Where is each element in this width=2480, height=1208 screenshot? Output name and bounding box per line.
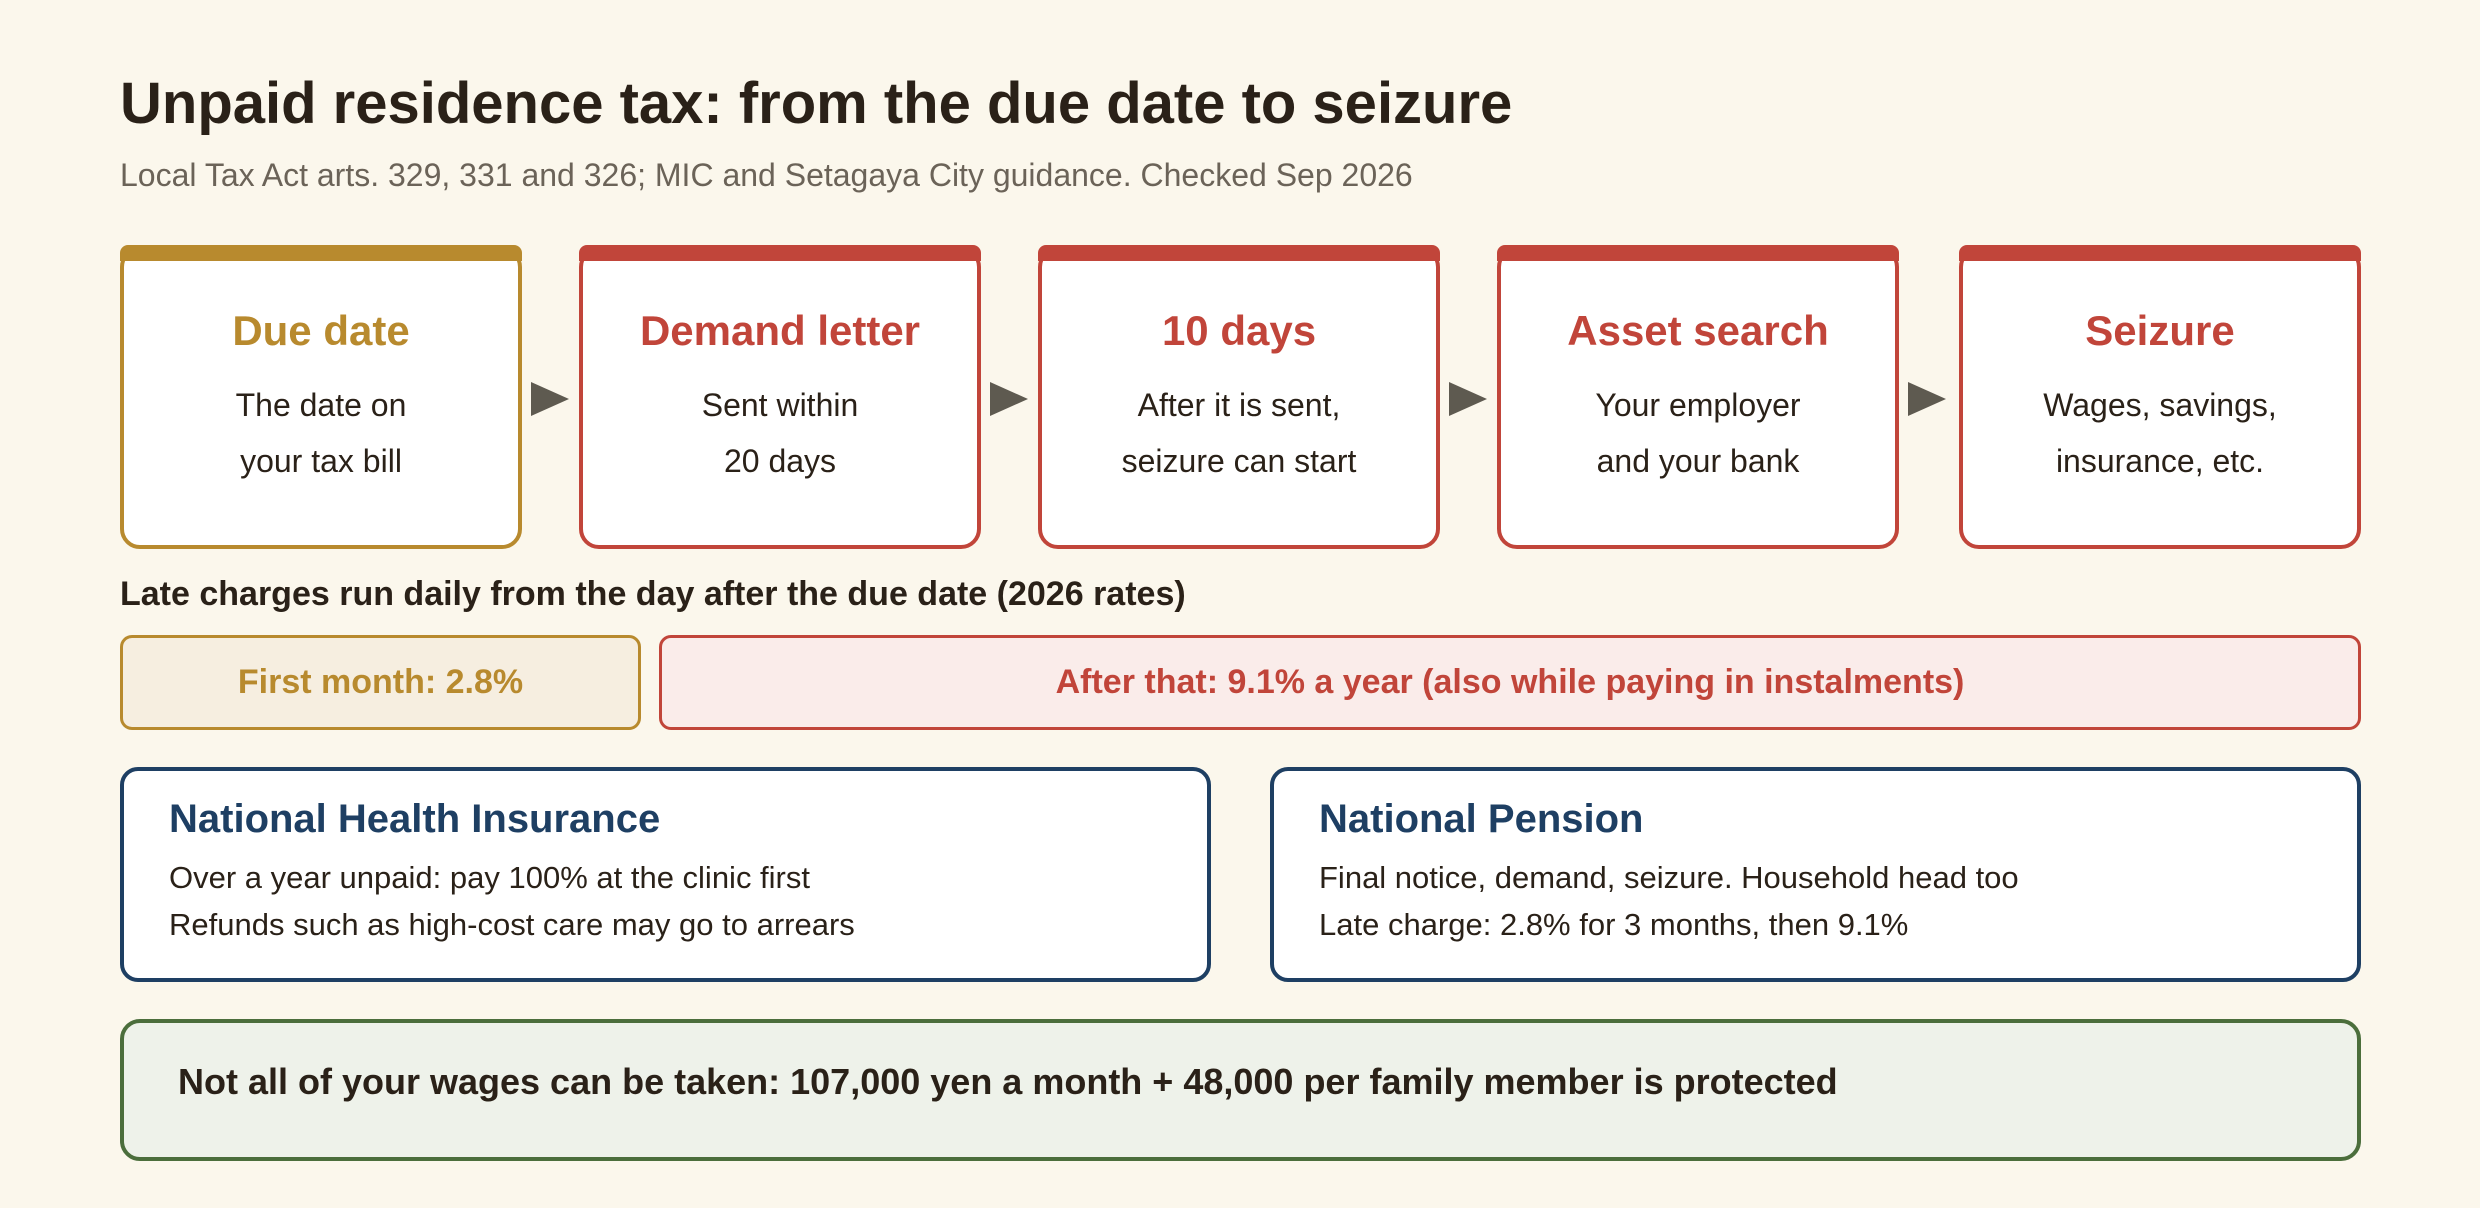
step-heading: Asset search	[1567, 307, 1829, 354]
step-description-line: 20 days	[723, 443, 837, 479]
pension-line: Late charge: 2.8% for 3 months, then 9.1%	[1319, 907, 1909, 942]
triangle-right-icon	[531, 382, 569, 416]
health-insurance-line: Over a year unpaid: pay 100% at the clinic first	[169, 860, 810, 895]
step-10-days	[1038, 247, 1440, 549]
triangle-right-icon	[1449, 382, 1487, 416]
wage-protection-text: Not all of your wages can be taken: 107,000 yen a month + 48,000 per family member is protected	[178, 1061, 1838, 1102]
first-month-rate-text: First month: 2.8%	[237, 663, 524, 701]
step-description-line: Your employer	[1595, 387, 1801, 423]
pension-line: Final notice, demand, seizure. Household head too	[1319, 860, 2019, 895]
step-description-line: Sent within	[701, 387, 859, 423]
after-rate-text: After that: 9.1% a year (also while paying in instalments)	[1055, 663, 1965, 701]
step-description-line: seizure can start	[1121, 443, 1357, 479]
step-accent-bar	[1959, 245, 2361, 261]
triangle-right-icon	[1908, 382, 1946, 416]
health-insurance-line: Refunds such as high-cost care may go to arrears	[169, 907, 855, 942]
wage-protection-banner	[120, 1019, 2361, 1161]
health-insurance-heading: National Health Insurance	[169, 797, 661, 841]
step-heading: Due date	[232, 307, 410, 354]
step-asset-search	[1497, 247, 1899, 549]
step-due-date	[120, 247, 522, 549]
step-description	[1042, 377, 1436, 489]
page-title: Unpaid residence tax: from the due date to seizure	[120, 71, 1513, 136]
step-description-line: Wages, savings,	[2043, 387, 2277, 423]
step-description	[124, 377, 518, 489]
pension-card	[1270, 767, 2361, 982]
step-description-line: and your bank	[1596, 443, 1800, 479]
step-description	[1963, 377, 2357, 489]
step-description-line: After it is sent,	[1137, 387, 1341, 423]
step-heading: 10 days	[1161, 307, 1317, 354]
step-accent-bar	[120, 245, 522, 261]
step-description-line: The date on	[235, 387, 407, 423]
step-accent-bar	[579, 245, 981, 261]
step-heading: Seizure	[2085, 307, 2235, 354]
after-rate-box	[659, 635, 2361, 730]
step-heading: Demand letter	[639, 307, 921, 354]
pension-heading: National Pension	[1319, 797, 1644, 841]
step-description-line: insurance, etc.	[2055, 443, 2265, 479]
late-charges-label: Late charges run daily from the day after the due date (2026 rates)	[120, 575, 1186, 613]
triangle-right-icon	[990, 382, 1028, 416]
page-subtitle: Local Tax Act arts. 329, 331 and 326; MIC and Setagaya City guidance. Checked Sep 2026	[120, 157, 1413, 193]
step-accent-bar	[1497, 245, 1899, 261]
health-insurance-card	[120, 767, 1211, 982]
step-seizure	[1959, 247, 2361, 549]
step-description-line: your tax bill	[240, 443, 402, 479]
step-accent-bar	[1038, 245, 1440, 261]
step-demand-letter	[579, 247, 981, 549]
step-description	[1501, 377, 1895, 489]
first-month-rate-box	[120, 635, 641, 730]
step-description	[583, 377, 977, 489]
